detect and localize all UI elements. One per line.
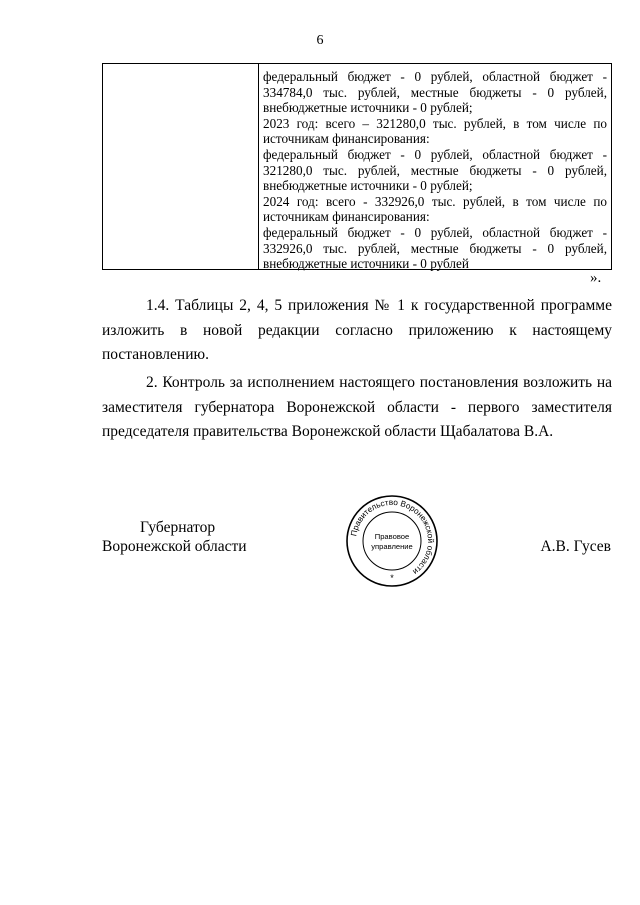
table-cell-empty xyxy=(103,64,259,269)
signatory-name: А.В. Гусев xyxy=(540,538,611,555)
table-line: федеральный бюджет - 0 рублей, областной бюджет - 334784,0 тыс. рублей, местные бюджеты - 0 рублей, внебюджетные источники - 0 рублей; xyxy=(263,69,607,116)
paragraph-text: 1.4. Таблицы 2, 4, 5 приложения № 1 к государственной программе изложить в новой редакции согласно приложению к настоящему постановлению. xyxy=(102,297,612,363)
table-line: федеральный бюджет - 0 рублей, областной бюджет - 321280,0 тыс. рублей, местные бюджеты - 0 рублей, внебюджетные источники - 0 рублей; xyxy=(263,146,607,194)
paragraph-1-4 xyxy=(102,294,612,368)
position-region: Воронежской области xyxy=(102,538,247,555)
paragraph-2 xyxy=(102,371,612,445)
closing-quote: ». xyxy=(590,270,602,286)
table-line: федеральный бюджет - 0 рублей, областной бюджет - 332926,0 тыс. рублей, местные бюджеты - 0 рублей, внебюджетные источники - 0 рублей xyxy=(263,224,607,272)
financing-table xyxy=(102,63,612,270)
table-line: 2023 год: всего – 321280,0 тыс. рублей, в том числе по источникам финансирования: xyxy=(263,115,607,147)
seal-ring-text: Правительство Воронежской области xyxy=(349,497,436,577)
seal-star: * xyxy=(390,573,394,583)
paragraph-text: 2. Контроль за исполнением настоящего постановления возложить на заместителя губернатора Воронежской области - первого заместителя председателя правительства Воронежской области Щабалатова В.А. xyxy=(102,374,612,440)
table-line: 2024 год: всего - 332926,0 тыс. рублей, в том числе по источникам финансирования: xyxy=(263,193,607,225)
signatory-position xyxy=(102,518,247,556)
seal-center-line1: Правовое xyxy=(374,532,410,541)
table-cell-financing xyxy=(259,64,611,272)
position-title: Губернатор xyxy=(140,519,216,536)
seal-center-line2: управление xyxy=(371,542,413,551)
official-seal xyxy=(344,493,440,589)
page-number: 6 xyxy=(316,33,324,48)
